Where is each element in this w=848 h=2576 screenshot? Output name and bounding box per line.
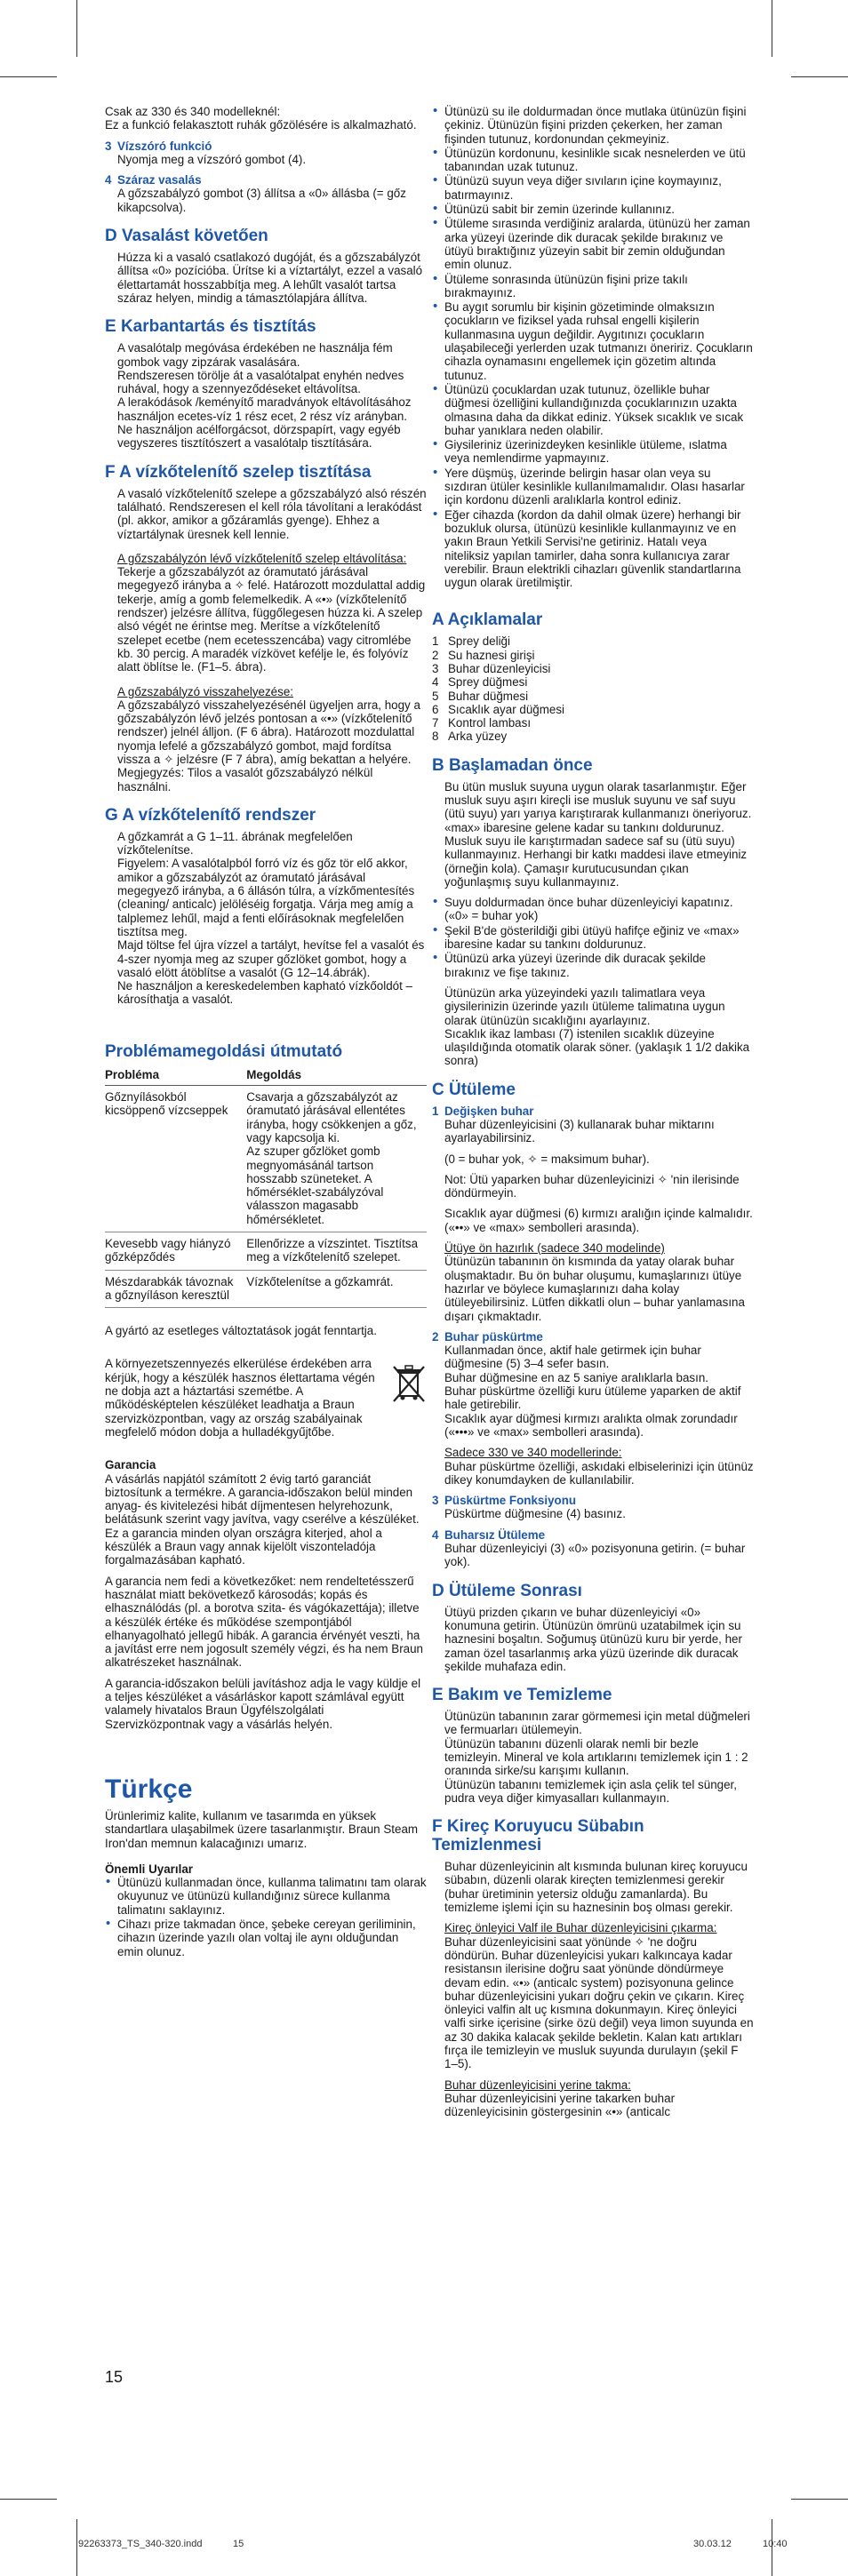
section-c-heading: C Ütüleme bbox=[432, 1080, 516, 1099]
footer-filename: 92263373_TS_340-320.indd bbox=[78, 2539, 203, 2549]
problem-cell: Gőznyílásokból kicsöppenő vízcseppek bbox=[105, 1086, 246, 1232]
paragraph: Buhar düzenleyiciyi (3) «0» pozisyonuna getirin. (= buhar yok). bbox=[444, 1542, 746, 1569]
section-f-body bbox=[117, 487, 427, 794]
step-title: Buhar püskürtme bbox=[444, 1329, 543, 1344]
crop-mark bbox=[791, 76, 848, 77]
warranty-paragraph: A vásárlás napjától számított 2 évig tartó garanciát biztosítunk a termékre. A garancia-időszakon belül minden anyag- és kivitelezési hibát díjmentesen helyrehozunk, belátásunk szerint vagy javítva, vagy cserélve a készüléket. Ez a garancia minden olyan országra kiterjed, ahol a készülék a Braun vagy annak kijelölt viszonteladója forgalmazásában kapható. bbox=[105, 1471, 420, 1567]
list-item: • Ütünüzü suyun veya diğer sıvıların içine koymayınız, batırmayınız. bbox=[444, 174, 754, 202]
troubleshooting-heading: Problémamegoldási útmutató bbox=[105, 1041, 343, 1061]
warranty-paragraph: A garancia-időszakon belüli javításhoz adja le vagy küldje el a teljes készüléket a vásárláskor kapott számlával együtt valamely hivatalos Braun Ügyfélszolgálati Szervizközpontnak vagy a vásárlás helyén. bbox=[105, 1676, 421, 1731]
step-title: Száraz vasalás bbox=[117, 173, 202, 187]
subheading: Sadece 330 ve 340 modellerinde: bbox=[444, 1446, 622, 1460]
crop-mark bbox=[76, 2519, 77, 2576]
step-number: 4 bbox=[432, 1527, 439, 1542]
list-item: • Ütünüzün kordonunu, kesinlikle sıcak nesnelerden ve ütü tabanından uzak tutunuz. bbox=[444, 147, 754, 174]
step-text: Nyomja meg a vízszóró gombot (4). bbox=[117, 152, 307, 166]
paragraph: Buhar düzenleyicinin alt kısmında bulunan kireç koruyucu sübabın, düzenli olarak kireçten temizlenmesi gerekir (buhar üretiminin yetersiz olduğu zamanlarda). Bu temizleme işlemi için su haznesinin boş olması gerekir. bbox=[444, 1860, 748, 1915]
list-item: • Ütünüzü sabit bir zemin üzerinde kullanınız. bbox=[444, 203, 754, 216]
subheading: Kireç önleyici Valf ile Buhar düzenleyicisini çıkarma: bbox=[444, 1921, 717, 1935]
paragraph: Ütünüzün tabanının ön kısmında da yatay olarak buhar oluşmaktadır. Bu ön buhar oluşumu, kumaşlarınızı ütüye hazırlar ve böylece kumaşlarınızı daha kolay ütüleyebilirsiniz. Lütfen dikkatli olun – buhar yanlamasına dışarı çıkmaktadır. bbox=[444, 1255, 745, 1323]
step-number: 3 bbox=[432, 1494, 439, 1508]
list-item: 7 Kontrol lambası bbox=[432, 716, 532, 730]
subheading: Buhar düzenleyicisini yerine takma: bbox=[444, 2078, 631, 2092]
table-row bbox=[105, 1270, 427, 1308]
column-header-solution: Megoldás bbox=[246, 1066, 427, 1086]
section-d-heading: D Vasalást követően bbox=[105, 227, 268, 246]
list-item: 1 Sprey deliği bbox=[432, 634, 510, 649]
step-3 bbox=[105, 140, 427, 167]
list-item: • Bu aygıt sorumlu bir kişinin gözetiminde olmaksızın çocukların ve fiziksel yada ruhsal engelli kişilerin kullanmasına uygun değildir. Aygıtınızı çocukların ulaşabileceği yerlerden uzak tutmanızı öneririz. Çocukların cihazla oynamasını engellemek için gözetim altında tutunuz. bbox=[444, 300, 754, 382]
table-row bbox=[105, 1232, 427, 1271]
footer-time: 10:40 bbox=[763, 2539, 788, 2549]
parts-list bbox=[432, 634, 754, 743]
step-body bbox=[444, 1344, 754, 1487]
paragraph: A vasaló vízkőtelenítő szelepe a gőzszabályzó alsó részén található. Rendszeresen el kell róla távolítani a lerakódást (pl. akkor, amikor a gőzáramlás gyenge). Ehhez a víztartálynak üresnek kell lennie. bbox=[117, 486, 427, 541]
footer-date: 30.03.12 bbox=[693, 2539, 732, 2549]
paragraph: (0 = buhar yok, ✧ = maksimum buhar). bbox=[444, 1152, 650, 1166]
paragraph: Sıcaklık ayar düğmesi (6) kırmızı aralığın içinde kalmalıdır. («••» ve «max» sembolleri arasında). bbox=[444, 1207, 753, 1234]
subheading: A gőzszabályzó visszahelyezése: bbox=[117, 684, 293, 698]
step-number: 3 bbox=[105, 139, 112, 153]
section-d-heading: D Ütüleme Sonrası bbox=[432, 1581, 582, 1600]
list-item: • Ütünüzü kullanmadan önce, kullanma talimatını tam olarak okuyunuz ve ütünüzü kullandığınız sürece kullanma talimatını saklayınız. bbox=[117, 1876, 427, 1917]
paragraph: Buhar düzenleyicisini (3) kullanarak buhar miktarını ayarlayabilirsiniz. bbox=[444, 1118, 715, 1145]
footer-page: 15 bbox=[233, 2539, 244, 2549]
paragraph: Buhar düzenleyicisini yerine takarken buhar düzenleyicisinin göstergesinin «•» (anticalc bbox=[444, 2091, 676, 2119]
section-g-heading: G A vízkőtelenítő rendszer bbox=[105, 805, 316, 825]
solution-cell: Ellenőrizze a vízszintet. Tisztítsa meg a vízkőtelenítő szelepet. bbox=[246, 1232, 427, 1271]
crossed-bin-icon bbox=[391, 1364, 427, 1405]
list-item: 5 Buhar düğmesi bbox=[432, 689, 529, 703]
table-row bbox=[105, 1086, 427, 1232]
paragraph: A gőzszabályzó visszahelyezésénél ügyeljen arra, hogy a gőzszabályzón lévő jelzés pontosan a «•» (vízkőtelenítő rendszer) jelnél álljon. (F 6 ábra). Határozott mozdulattal nyomja lefelé a gőzszabályzó gombot, majd fordítsa vissza a ✧ jelzésre (F 7 ábra), amíg bekattan a helyére. Megjegyzés: Tilos a vasalót gőzszabályzó nélkül használni. bbox=[117, 698, 420, 794]
paragraph: Ne használjon acélforgácsot, dörzspapírt, vagy egyéb vegyszeres tisztítószert a vasalótalp tisztítására. bbox=[117, 423, 401, 451]
list-item: • Cihazı prize takmadan önce, şebeke cereyan geriliminin, cihazın üzerinde yazılı olan voltaj ile aynı olduğundan emin olunuz. bbox=[117, 1918, 427, 1958]
warnings-list-continued bbox=[432, 105, 754, 589]
warnings-list bbox=[105, 1876, 427, 1958]
step-number: 1 bbox=[432, 1104, 439, 1118]
turkce-intro: Ürünlerimiz kalite, kullanım ve tasarımda en yüksek standartlara ulaşabilmek üzere tasarlanmıştır. Braun Steam Iron'dan memnun kalacağınızı umarız. bbox=[105, 1808, 419, 1850]
list-item: • Eğer cihazda (kordon da dahil olmak üzere) herhangi bir bozukluk olursa, ütünüzü kesinlikle kullanmayınız ve en yakın Braun Yetkili Servisi'ne getiriniz. Hatalı veya niteliksiz yapılan tamirler, daha sonra kullanıcıya zarar verebilir. Braun elektrikli cihazları güvenlik standartlarına uygun olarak üretilmiştir. bbox=[444, 508, 754, 590]
list-item: • Suyu doldurmadan önce buhar düzenleyiciyi kapatınız. («0» = buhar yok) bbox=[444, 896, 754, 923]
warranty-heading: Garancia bbox=[105, 1458, 156, 1472]
paragraph: Buhar püskürtme özelliği, askıdaki elbiselerinizi için ütünüz dikey konumdayken de kullanılabilir. bbox=[444, 1459, 754, 1487]
section-e-body bbox=[117, 341, 427, 450]
important-heading: Önemli Uyarılar bbox=[105, 1862, 193, 1876]
paragraph: Rendszeresen törölje át a vasalótalpat enyhén nedves ruhával, hogy a szennyeződéseket eltávolítsa. bbox=[117, 368, 404, 396]
page-number: 15 bbox=[105, 2368, 124, 2386]
problem-cell: Mészdarabkák távoznak a gőznyíláson keresztül bbox=[105, 1270, 246, 1308]
paragraph: Buhar düzenleyicisini saat yönünde ✧ 'ne doğru döndürün. Buhar düzenleyicisi yukarı kalkıncaya kadar resistansın ilerisine doğru saat yönünde döndürmeye devam edin. «•» (anticalc system) pozisyonuna gelince buhar düzenleyicisini yukarı doğru çekin ve çıkarın. Kireç önleyici valfin alt uç kısmına dokunmayın. Kireç önleyici valfi sirke içerisine (sirke özü değil) veya limon suyunda en az 30 dakika kalacak şekilde bekletin. Kalan katı artıkları fırça ile temizleyin ve musluk suyunda durulayın (şekil F 1–5). bbox=[444, 1934, 754, 2071]
list-item: • Giysileriniz üzerinizdeyken kesinlikle ütüleme, ıslatma veya nemlendirme yapmayınız. bbox=[444, 438, 754, 466]
section-b-heading: B Başlamadan önce bbox=[432, 755, 593, 775]
list-item: 2 Su haznesi girişi bbox=[432, 648, 535, 662]
paragraph: Püskürtme düğmesine (4) basınız. bbox=[444, 1507, 626, 1521]
section-e-heading: E Karbantartás és tisztítás bbox=[105, 317, 316, 337]
step-4 bbox=[105, 173, 427, 214]
environment-notice bbox=[105, 1357, 427, 1446]
troubleshooting-table bbox=[105, 1066, 427, 1308]
warranty-paragraph: A garancia nem fedi a következőket: nem rendeltetésszerű használat miatt bekövetkező károsodás; kopás és elhasználódás (pl. a borotva szita- és vágókazettája); illetve a készülék értéke és működése szempontjából elhanyagolható jellegű hibák. A garancia érvényét veszti, ha a javítást erre nem jogosult személy végzi, és ha nem Braun alkatrészeket használnak. bbox=[105, 1574, 423, 1670]
list-item: • Yere düşmüş, üzerinde belirgin hasar olan veya su sızdıran ütüler kesinlikle kullanılmamalıdır. Olası hasarlar için kordonu düzenli aralıklarla kontrol ediniz. bbox=[444, 467, 754, 507]
list-item: • Şekil B'de gösterildiği gibi ütüyü hafifçe eğiniz ve «max» ibaresine kadar su tankını doldurunuz. bbox=[444, 924, 754, 952]
subheading: A gőzszabályzón lévő vízkőtelenítő szelep eltávolítása: bbox=[117, 551, 407, 565]
step-title: Değişken buhar bbox=[444, 1104, 534, 1118]
section-f-heading: F Kireç Koruyucu Sübabın Temizlenmesi bbox=[432, 1817, 644, 1855]
list-item: • Ütünüzü çocuklardan uzak tutunuz, özellikle buhar düğmesi özelliğini kullandığınızda çocuklarınızın uzakta olmasına daha da dikkat ediniz. Yüksek sıcaklık ve sıcak buhar yanıklara neden olabilir. bbox=[444, 383, 754, 437]
paragraph: Tekerje a gőzszabályzót az óramutató járásával megegyező irányba a ✧ felé. Határozott mozdulattal addig tekerje, amíg a gomb felemelkedik. A «•» (vízkőtelenítő rendszer) jelzésre állítva, függőlegesen húzza ki. A szelep alsó végét ne érintse meg. Merítse a vízkőtelenítő szelepet ecetbe (nem ecetesszencába) vagy citromlébe kb. 30 percig. A maradék vízkövet kefélje le, és folyóvíz alatt öblítse le. (F1–5. ábra). bbox=[117, 565, 426, 674]
solution-cell: Csavarja a gőzszabályzót az óramutató járásával ellentétes irányba, hogy csökkenjen a gőz, vagy kapcsolja ki. Az szuper gőzlöket gomb megnyomásánál tartson hosszabb szüneteket. A hőmérséklet-szabályzóval válasszon magasabb hőmérsékletet. bbox=[246, 1086, 427, 1232]
step-title: Buharsız Ütüleme bbox=[444, 1527, 546, 1542]
environment-text: A környezetszennyezés elkerülése érdekében arra kérjük, hogy a készülék hasznos élettartama végén ne dobja azt a háztartási szemétbe. A működésképtelen készüléket leadhatja a Braun szervizközpontban, vagy az ország szabályainak megfelelő módon dobja a hulladékgyűjtőbe. bbox=[105, 1357, 375, 1439]
left-column bbox=[105, 105, 427, 1966]
list-item: • Ütünüzü su ile doldurmadan önce mutlaka ütünüzün fişini çekiniz. Ütünüzün fişini prizden çekerken, her zaman fişinden tutunuz, kordonundan çekmeyiniz. bbox=[444, 105, 754, 146]
paragraph: Kullanmadan önce, aktif hale getirmek için buhar düğmesine (5) 3–4 sefer basın. Buhar düğmesine en az 5 saniye aralıklarla basın. Buhar püskürtme özelliği kuru ütüleme yaparken de aktif hale getirebilir. Sıcaklık ayar düğmesi kırmızı aralıkta olmak zorundadır («•••» ve «max» sembolleri arasında). bbox=[444, 1344, 741, 1439]
paragraph: A lerakódások /keményítő maradványok eltávolításához használjon ecetes-víz 1 rész ecet, 2 rész víz arányban. bbox=[117, 395, 412, 423]
section-e-heading: E Bakım ve Temizleme bbox=[432, 1686, 612, 1705]
paragraph: A vasalótalp megóvása érdekében ne használja fém gombok vagy zipzárak vasalására. bbox=[117, 341, 393, 369]
crop-mark bbox=[0, 76, 57, 77]
list-item: • Ütünüzü arka yüzeyi üzerinde dik duracak şekilde bırakınız ve fişe takınız. bbox=[444, 952, 754, 979]
column-header-problem: Probléma bbox=[105, 1066, 246, 1086]
section-f-heading: F A vízkőtelenítő szelep tisztítása bbox=[105, 462, 372, 482]
step-body bbox=[444, 1118, 754, 1323]
crop-mark bbox=[0, 2499, 57, 2500]
problem-cell: Kevesebb vagy hiányzó gőzképződés bbox=[105, 1232, 246, 1271]
step-text: A gőzszabályzó gombot (3) állítsa a «0» állásba (= gőz kikapcsolva). bbox=[117, 187, 406, 214]
intro-paragraph: Csak az 330 és 340 modelleknél: Ez a funkció felakasztott ruhák gőzölésére is alkalmazható. bbox=[105, 105, 417, 132]
language-heading-turkce: Türkçe bbox=[105, 1774, 193, 1804]
list-item: • Ütüleme sırasında verdiğiniz aralarda, ütünüzü her zaman arka yüzeyi üzerinde dik duracak şekilde bırakınız ve ütüyü bıraktığınız yüzeyin sabit bir zemin olduğundan emin olunuz. bbox=[444, 217, 754, 271]
list-item: 6 Sıcaklık ayar düğmesi bbox=[432, 702, 564, 716]
list-item: 8 Arka yüzey bbox=[432, 730, 508, 744]
right-column bbox=[432, 105, 754, 2126]
table-header-row bbox=[105, 1066, 427, 1086]
section-d-text: Húzza ki a vasaló csatlakozó dugóját, és a gőzszabályzót állítsa «0» pozícióba. Ürítse ki a víztartályt, ezzel a vasaló élettartamát hosszabbítja meg. A lehűlt vasalót tartsa száraz helyen, mindig a támasztólapjára állítva. bbox=[117, 251, 423, 305]
paragraph: Ütünüzün arka yüzeyindeki yazılı talimatlara veya giysilerinizin üzerinde yazılı ütüleme talimatına uygun olarak ütünüzün sıcaklığını ayarlayınız. Sıcaklık ikaz lambası (7) istenilen sıcaklık düzeyine ulaşıldığında otomatik olarak söner. (yaklaşık 1 1/2 dakika sonra) bbox=[444, 985, 750, 1068]
step-number: 2 bbox=[432, 1329, 439, 1344]
paragraph: Ütüyü prizden çıkarın ve buhar düzenleyiciyi «0» konumuna getirin. Ütünüzün ömrünü uzatabilmek için su haznesini boşaltın. Soğumuş ütünüzü kuru bir yerde, her zaman özel tasarlanmış arka yüzü üzerinde dik duracak şekilde muhafaza edin. bbox=[444, 1605, 742, 1673]
list-item: 4 Sprey düğmesi bbox=[432, 675, 528, 690]
paragraph: Ütünüzün tabanının zarar görmemesi için metal düğmeleri ve fermuarları ütülemeyin. Ütünüzün tabanını düzenli olarak nemli bir bezle temizleyin. Mineral ve kola artıklarını temizlemek için 1 : 2 oranında sirke/su karışımı kullanın. Ütünüzün tabanını temizlemek için asla çelik tel sünger, pudra veya diğer kimyasalları kullanmayın. bbox=[444, 1710, 750, 1805]
crop-mark bbox=[76, 0, 77, 57]
preparation-list bbox=[432, 896, 754, 979]
subheading: Ütüye ön hazırlık (sadece 340 modelinde) bbox=[444, 1241, 665, 1256]
step-number: 4 bbox=[105, 173, 112, 187]
change-notice: A gyártó az esetleges változtatások jogát fenntartja. bbox=[105, 1324, 377, 1338]
section-f-body bbox=[444, 1860, 754, 2118]
section-a-heading: A Açıklamalar bbox=[432, 610, 543, 630]
step-title: Püskürtme Fonksiyonu bbox=[444, 1494, 577, 1508]
section-g-text: A gőzkamrát a G 1–11. ábrának megfelelően vízkőtelenítse. Figyelem: A vasalótalpból forró víz és gőz tör elő akkor, amikor a gőzszabályzót az óramutató járásával megegyező irányba, a 6 állásón túlra, a vízkőmentesítés (cleaning/ anticalc) jelöléséig forgatja. Várja meg amíg a talplemez lehűl, majd a fenti előírásoknak megfelelően tisztítsa meg. Majd töltse fel újra vízzel a tartályt, hevítse fel a vasalót és 4-szer nyomja meg az szuper gőzlöket gombot, hogy a vasaló elött átöblítse a vasalót (G 12–14.ábrák). Ne használjon a kereskedelemben kapható vízkőoldót – károsíthatja a vasalót. bbox=[117, 829, 425, 1007]
step-title: Vízszóró funkció bbox=[117, 139, 212, 153]
paragraph: Not: Ütü yaparken buhar düzenleyicinizi ✧ 'nin ilerisinde döndürmeyin. bbox=[444, 1172, 740, 1200]
crop-mark bbox=[791, 2499, 848, 2500]
solution-cell: Vízkőtelenítse a gőzkamrát. bbox=[246, 1270, 427, 1308]
list-item: 3 Buhar düzenleyicisi bbox=[432, 661, 551, 675]
list-item: • Ütüleme sonrasında ütünüzün fişini prize takılı bırakmayınız. bbox=[444, 273, 754, 300]
paragraph: Bu ütün musluk suyuna uygun olarak tasarlanmıştır. Eğer musluk suyu aşırı kireçli ise musluk suyunu ve saf suyu (ütü suyu) yarı yarıya karıştırarak kullanmanızı öneriyoruz. «max» ibaresine gelene kadar su tankını doldurunuz. Musluk suyu ile karıştırmadan sadece saf su (ütü suyu) kullanmayınız. Herhangi bir katkı maddesi ilave etmeyiniz (örneğin kola). Çamaşır kurutucusundan çıkan yoğunlaşmış suyu kullanmayınız. bbox=[444, 779, 752, 889]
